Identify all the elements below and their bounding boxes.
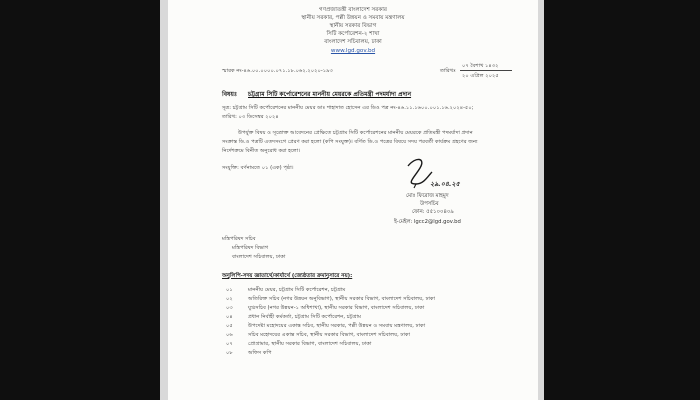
header-division: স্থানীয় সরকার বিভাগ bbox=[329, 23, 377, 29]
header-ministry: স্থানীয় সরকার, পল্লী উন্নয়ন ও সমবায় মন্ত্রণালয় bbox=[301, 15, 405, 21]
body-line-1: উপর্যুক্ত বিষয় ও সূত্রোক্ত আবেদনের প্রেক্ষিতে চট্টগ্রাম সিটি কর্পোরেশনের মাননীয় মেয়রকে প্রতিমন্ত্রী পদমর্যাদা প্রদান bbox=[238, 130, 473, 136]
cc-item-number: ০৭ bbox=[226, 341, 233, 347]
body-line-3: নির্দেশক্রমে বিনীত অনুরোধ করা হলো। bbox=[222, 148, 301, 154]
body-line-2: সংক্রান্ত ডি.ও পত্রটি এতদসংগে প্রেরণ করা হলো (কপি সংযুক্ত)। বর্ণিত ডি.ও পত্রের বিষয়ে সদয় পরবর্তী কার্যক্রম গ্রহণের জন্য bbox=[222, 139, 478, 145]
recipient-line-1: মন্ত্রিপরিষদ সচিব bbox=[222, 236, 256, 242]
cc-item-number: ০৮ bbox=[226, 350, 233, 356]
memo-number: স্মারক নং-৪৬.০০.০০০০.০৭১.১৮.০৬২.২০২০-১৯৩ bbox=[222, 68, 333, 74]
cc-item-text: অফিস কপি bbox=[248, 350, 272, 356]
cc-item-number: ০১ bbox=[226, 287, 233, 293]
document-page bbox=[168, 0, 538, 400]
date-label: তারিখঃ bbox=[440, 68, 456, 74]
signatory-phone: ফোন: ৫৫১০০৪০৯ bbox=[412, 209, 454, 215]
cc-item-text: অতিরিক্ত সচিব (নগর উন্নয়ন অনুবিভাগ), স্থানীয় সরকার বিভাগ, বাংলাদেশ সচিবালয়, ঢাকা bbox=[248, 296, 436, 302]
subject-label: বিষয়ঃ bbox=[222, 91, 238, 98]
signature-handwritten-date: ২৯.০৪.২৫ bbox=[430, 180, 460, 188]
cc-item-text: সচিব মহোদয়ের একান্ত সচিব, স্থানীয় সরকার বিভাগ, বাংলাদেশ সচিবালয়, ঢাকা bbox=[248, 332, 411, 338]
header-government: গণপ্রজাতন্ত্রী বাংলাদেশ সরকার bbox=[319, 7, 387, 13]
cc-title: অনুলিপি-সদয় জ্ঞাতার্থে/কার্যার্থে (জ্যেষ্ঠতার ক্রমানুসারে নয়): bbox=[222, 273, 353, 279]
signatory-email: ই-মেইল: lgcc2@lgd.gov.bd bbox=[394, 219, 461, 225]
header-branch: সিটি কর্পোরেশন-২ শাখা bbox=[326, 31, 380, 37]
page-edge-left bbox=[160, 0, 168, 400]
signatory-designation: উপসচিব bbox=[420, 201, 439, 207]
recipient-line-2: মন্ত্রিপরিষদ বিভাগ bbox=[232, 245, 269, 251]
cc-item-number: ০৪ bbox=[226, 314, 233, 320]
header-secretariat: বাংলাদেশ সচিবালয়, ঢাকা bbox=[324, 39, 382, 45]
header-website-link[interactable]: www.lgd.gov.bd bbox=[330, 48, 376, 54]
reference-line-2: তারিখ: ০৩ ডিসেম্বর ২০২৪ bbox=[222, 114, 279, 120]
date-bangla: ০৭ বৈশাখ ১৪৩২ bbox=[462, 63, 499, 69]
attachment-note: সংযুক্তি: বর্ণনামতে ০১ (এক) পৃষ্ঠা। bbox=[222, 165, 294, 171]
cc-item-number: ০৬ bbox=[226, 332, 233, 338]
recipient-line-3: বাংলাদেশ সচিবালয়, ঢাকা bbox=[232, 254, 286, 260]
cc-item-number: ০৩ bbox=[226, 305, 233, 311]
cc-item-text: প্রধান নির্বাহী কর্মকর্তা, চট্টগ্রাম সিটি কর্পোরেশন, চট্টগ্রাম bbox=[248, 314, 362, 320]
cc-item-text: যুগ্মসচিব (নগর উন্নয়ন-১ অধিশাখা), স্থানীয় সরকার বিভাগ, বাংলাদেশ সচিবালয়, ঢাকা bbox=[248, 305, 425, 311]
cc-item-text: উপদেষ্টা মহোদয়ের একান্ত সচিব, স্থানীয় সরকার, পল্লী উন্নয়ন ও সমবায় মন্ত্রণালয়, ঢাকা bbox=[248, 323, 426, 329]
cc-item-text: মাননীয় মেয়র, চট্টগ্রাম সিটি কর্পোরেশন, চট্টগ্রাম bbox=[248, 287, 346, 293]
cc-item-text: প্রোগ্রামার, স্থানীয় সরকার বিভাগ, বাংলাদেশ সচিবালয়, ঢাকা bbox=[248, 341, 372, 347]
subject-text: চট্টগ্রাম সিটি কর্পোরেশনের মাননীয় মেয়রকে প্রতিমন্ত্রী পদমর্যাদা প্রদান bbox=[248, 91, 412, 98]
reference-line-1: সূত্র: চট্টগ্রাম সিটি কর্পোরেশনের মাননীয় মেয়র ডাঃ শাহাদাত হোসেন এর ডিও পত্র নং-৪৬.১১.১৬০০.০০১.১৬.২০২৪-৫০; bbox=[222, 105, 474, 111]
cc-item-number: ০২ bbox=[226, 296, 233, 302]
date-english: ২০ এপ্রিল ২০২৫ bbox=[462, 73, 499, 79]
date-divider bbox=[460, 70, 512, 71]
cc-item-number: ০৫ bbox=[226, 323, 233, 329]
signatory-name: মোঃ ফিরোজ মাহমুদ bbox=[406, 193, 449, 199]
page-edge-right bbox=[538, 0, 544, 400]
